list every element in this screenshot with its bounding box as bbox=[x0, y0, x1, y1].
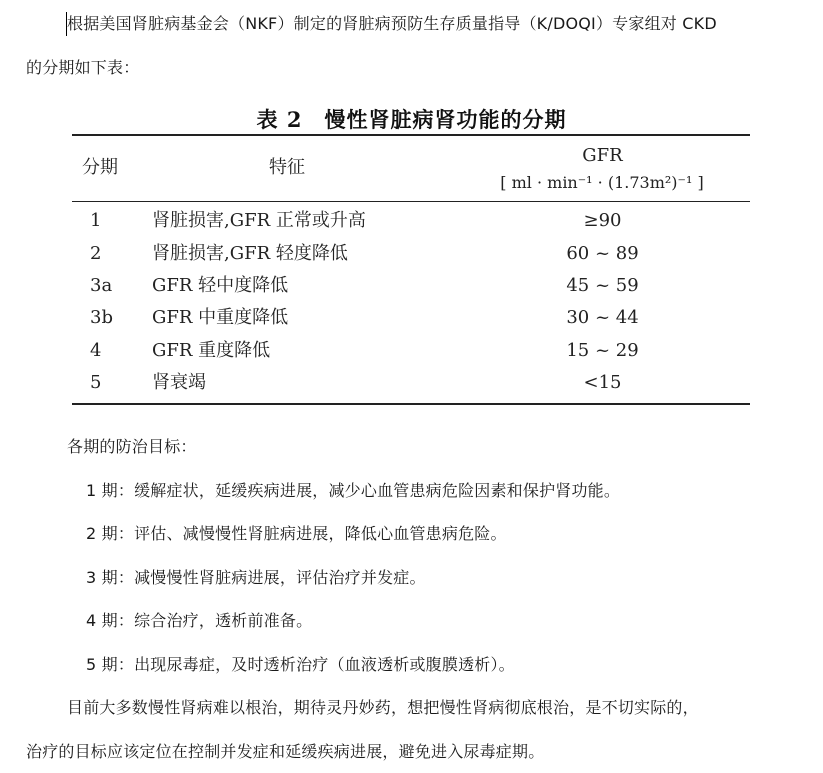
conclusion-paragraph-line-2: 治疗的目标应该定位在控制并发症和延缓疾病进展，避免进入尿毒症期。 bbox=[26, 742, 545, 761]
table-header-gfr: GFR bbox=[582, 145, 623, 166]
table-cell-feature: 肾衰竭 bbox=[152, 372, 206, 393]
table-header-stage: 分期 bbox=[82, 157, 118, 178]
table-cell-gfr: 60 ~ 89 bbox=[566, 243, 639, 264]
table-cell-stage: 3b bbox=[90, 307, 113, 328]
table-cell-stage: 2 bbox=[90, 243, 102, 264]
table-cell-feature: GFR 重度降低 bbox=[152, 340, 271, 361]
table-cell-gfr: <15 bbox=[583, 372, 622, 393]
table-cell-feature: 肾脏损害,GFR 轻度降低 bbox=[152, 243, 348, 264]
table-cell-gfr: 30 ~ 44 bbox=[566, 307, 639, 328]
goal-item: 3 期：减慢慢性肾脏病进展，评估治疗并发症。 bbox=[86, 568, 426, 587]
intro-paragraph-line-2: 的分期如下表： bbox=[26, 58, 140, 77]
intro-paragraph-line-1: 根据美国肾脏病基金会（NKF）制定的肾脏病预防生存质量指导（K/DOQI）专家组对 CKD bbox=[67, 14, 717, 33]
table-cell-stage: 3a bbox=[90, 275, 113, 296]
goals-heading: 各期的防治目标： bbox=[67, 437, 197, 456]
table-title: 表 2 慢性肾脏病肾功能的分期 bbox=[256, 107, 567, 132]
table-cell-gfr: 45 ~ 59 bbox=[566, 275, 639, 296]
table-cell-stage: 1 bbox=[90, 210, 102, 231]
goal-item: 5 期：出现尿毒症，及时透析治疗（血液透析或腹膜透析）。 bbox=[86, 655, 515, 674]
table-cell-feature: GFR 轻中度降低 bbox=[152, 275, 289, 296]
table-cell-feature: GFR 中重度降低 bbox=[152, 307, 289, 328]
table-cell-gfr: 15 ~ 29 bbox=[566, 340, 639, 361]
conclusion-paragraph-line-1: 目前大多数慢性肾病难以根治，期待灵丹妙药，想把慢性肾病彻底根治，是不切实际的， bbox=[67, 698, 699, 717]
goal-item: 2 期：评估、减慢慢性肾脏病进展，降低心血管患病危险。 bbox=[86, 524, 507, 543]
table-header-feature: 特征 bbox=[269, 157, 305, 178]
table-cell-gfr: ≥90 bbox=[583, 210, 622, 231]
table-bottom-rule bbox=[72, 403, 750, 405]
goal-item: 1 期：缓解症状，延缓疾病进展，减少心血管患病危险因素和保护肾功能。 bbox=[86, 481, 621, 500]
table-top-rule bbox=[72, 134, 750, 136]
table-header-rule bbox=[72, 201, 750, 202]
table-cell-feature: 肾脏损害,GFR 正常或升高 bbox=[152, 210, 366, 231]
table-cell-stage: 4 bbox=[90, 340, 102, 361]
table-header-gfr-unit: [ ml · min⁻¹ · (1.73m²)⁻¹ ] bbox=[500, 173, 704, 192]
table-cell-stage: 5 bbox=[90, 372, 102, 393]
goal-item: 4 期：综合治疗，透析前准备。 bbox=[86, 611, 313, 630]
